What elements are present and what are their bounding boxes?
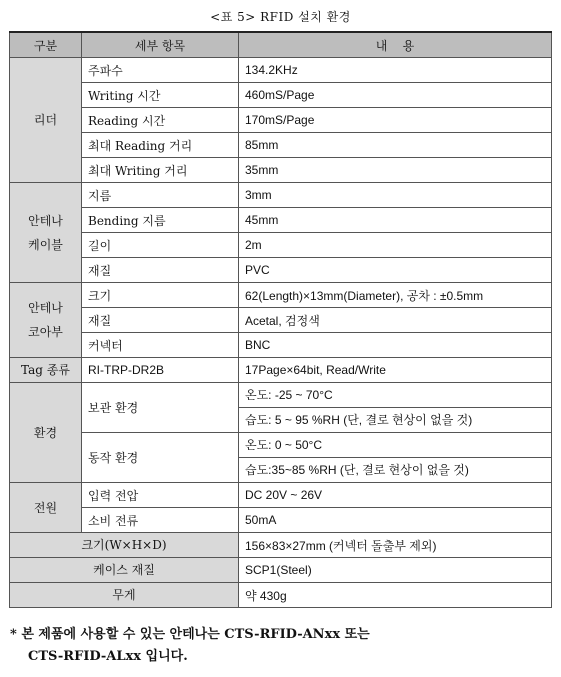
header-category: 구분	[10, 32, 82, 58]
value-line: 온도: -25 ~ 70°C	[245, 388, 333, 402]
item-value: 17Page×64bit, Read/Write	[239, 358, 552, 383]
item-label: 재질	[82, 258, 239, 283]
category-line: 케이블	[28, 237, 63, 252]
item-value: DC 20V ~ 26V	[239, 483, 552, 508]
weight-value: 약 430g	[239, 583, 552, 608]
size-label: 크기(W×H×D)	[10, 533, 239, 558]
table-caption: <표 5> RFID 설치 환경	[210, 10, 351, 24]
table-row	[10, 133, 552, 158]
note-line: CTS-RFID-ALxx 입니다.	[28, 649, 188, 664]
item-label: 재질	[82, 308, 239, 333]
category-environment: 환경	[10, 383, 82, 483]
category-reader: 리더	[10, 58, 82, 183]
category-line: 안테나	[28, 213, 63, 228]
table-row	[10, 533, 552, 558]
table-row	[10, 233, 552, 258]
table-row	[10, 583, 552, 608]
category-line: 코아부	[28, 325, 63, 339]
item-value	[239, 383, 552, 433]
item-label: 지름	[82, 183, 239, 208]
category-antenna-core	[10, 283, 82, 358]
item-label: Writing 시간	[82, 83, 239, 108]
table-row	[10, 483, 552, 508]
item-label: 주파수	[82, 58, 239, 83]
item-label: Reading 시간	[82, 108, 239, 133]
value-line: 온도: 0 ~ 50°C	[245, 438, 323, 452]
item-label: 크기	[82, 283, 239, 308]
category-antenna-cable	[10, 183, 82, 283]
rfid-spec-table	[9, 31, 552, 608]
table-row	[10, 333, 552, 358]
item-value: 35mm	[239, 158, 552, 183]
table-row	[10, 283, 552, 308]
category-power: 전원	[10, 483, 82, 533]
table-row	[10, 383, 552, 433]
table-row	[10, 258, 552, 283]
table-row	[10, 83, 552, 108]
size-value: 156×83×27mm (커넥터 돌출부 제외)	[239, 533, 552, 558]
item-label: 입력 전압	[82, 483, 239, 508]
table-row	[10, 358, 552, 383]
header-content: 내 용	[239, 32, 552, 58]
table-row	[10, 433, 552, 483]
item-value: BNC	[239, 333, 552, 358]
item-value: 45mm	[239, 208, 552, 233]
category-line: 안테나	[28, 301, 63, 315]
weight-label: 무게	[10, 583, 239, 608]
item-label: 최대 Reading 거리	[82, 133, 239, 158]
item-label: 보관 환경	[82, 383, 239, 433]
item-value: 50mA	[239, 508, 552, 533]
item-label: 동작 환경	[82, 433, 239, 483]
item-value: 134.2KHz	[239, 58, 552, 83]
item-label: Bending 지름	[82, 208, 239, 233]
item-label: 소비 전류	[82, 508, 239, 533]
table-row	[10, 208, 552, 233]
header-item: 세부 항목	[82, 32, 239, 58]
item-value: Acetal, 검정색	[239, 308, 552, 333]
table-row	[10, 308, 552, 333]
item-value: PVC	[239, 258, 552, 283]
value-line: 습도: 5 ~ 95 %RH (단, 결로 현상이 없을 것)	[239, 407, 551, 432]
item-value: 62(Length)×13mm(Diameter), 공차 : ±0.5mm	[239, 283, 552, 308]
table-row	[10, 158, 552, 183]
table-row	[10, 558, 552, 583]
item-value: 2m	[239, 233, 552, 258]
item-label: 길이	[82, 233, 239, 258]
note-line: * 본 제품에 사용할 수 있는 안테나는 CTS-RFID-ANxx 또는	[10, 627, 370, 642]
antenna-note	[10, 624, 370, 668]
item-value: 170mS/Page	[239, 108, 552, 133]
item-value: 3mm	[239, 183, 552, 208]
item-value	[239, 433, 552, 483]
table-row	[10, 58, 552, 83]
table-row	[10, 108, 552, 133]
table-header-row	[10, 32, 552, 58]
item-value: 460mS/Page	[239, 83, 552, 108]
case-material-value: SCP1(Steel)	[239, 558, 552, 583]
table-row	[10, 508, 552, 533]
item-label: RI-TRP-DR2B	[82, 358, 239, 383]
item-label: 최대 Writing 거리	[82, 158, 239, 183]
category-tag: Tag 종류	[10, 358, 82, 383]
item-value: 85mm	[239, 133, 552, 158]
value-line: 습도:35~85 %RH (단, 결로 현상이 없을 것)	[239, 457, 551, 482]
case-material-label: 케이스 재질	[10, 558, 239, 583]
table-row	[10, 183, 552, 208]
item-label: 커넥터	[82, 333, 239, 358]
